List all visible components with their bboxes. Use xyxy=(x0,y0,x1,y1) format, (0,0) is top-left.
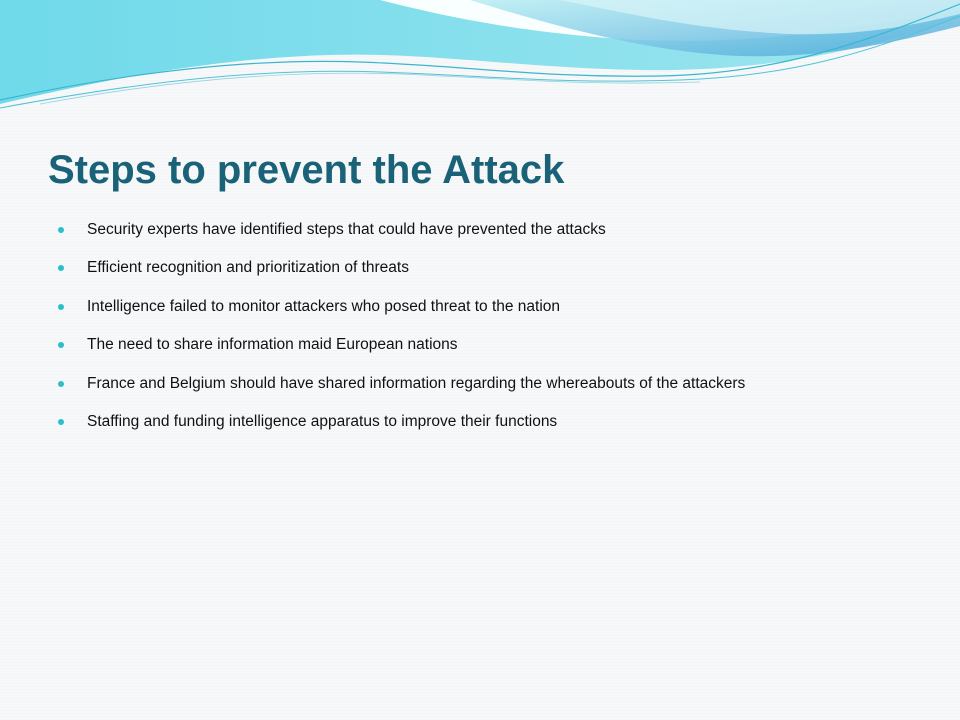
bullet-item xyxy=(58,258,938,296)
bullet-dot-icon xyxy=(58,381,64,387)
bullet-dot-icon xyxy=(58,227,64,233)
bullet-item xyxy=(58,335,938,373)
bullet-dot-icon xyxy=(58,419,64,425)
slide-title: Steps to prevent the Attack xyxy=(48,148,565,192)
wave-line-thin xyxy=(40,73,700,104)
bullet-dot-icon xyxy=(58,265,64,271)
bullet-item xyxy=(58,374,938,412)
bullet-dot-icon xyxy=(58,304,64,310)
bullet-list xyxy=(58,220,938,450)
bullet-text: Staffing and funding intelligence apparatus to improve their functions xyxy=(87,412,558,430)
bullet-dot-icon xyxy=(58,342,64,348)
bullet-text: France and Belgium should have shared information regarding the whereabouts of the attackers xyxy=(87,374,746,392)
bullet-text: Intelligence failed to monitor attackers who posed threat to the nation xyxy=(87,297,561,315)
bullet-text: The need to share information maid European nations xyxy=(87,336,458,354)
bullet-item xyxy=(58,220,938,258)
bullet-text: Security experts have identified steps that could have prevented the attacks xyxy=(87,221,606,238)
bullet-item xyxy=(58,297,938,335)
decorative-wave-header xyxy=(0,0,960,120)
bullet-text: Efficient recognition and prioritization of threats xyxy=(87,259,409,277)
bullet-item xyxy=(58,412,938,450)
